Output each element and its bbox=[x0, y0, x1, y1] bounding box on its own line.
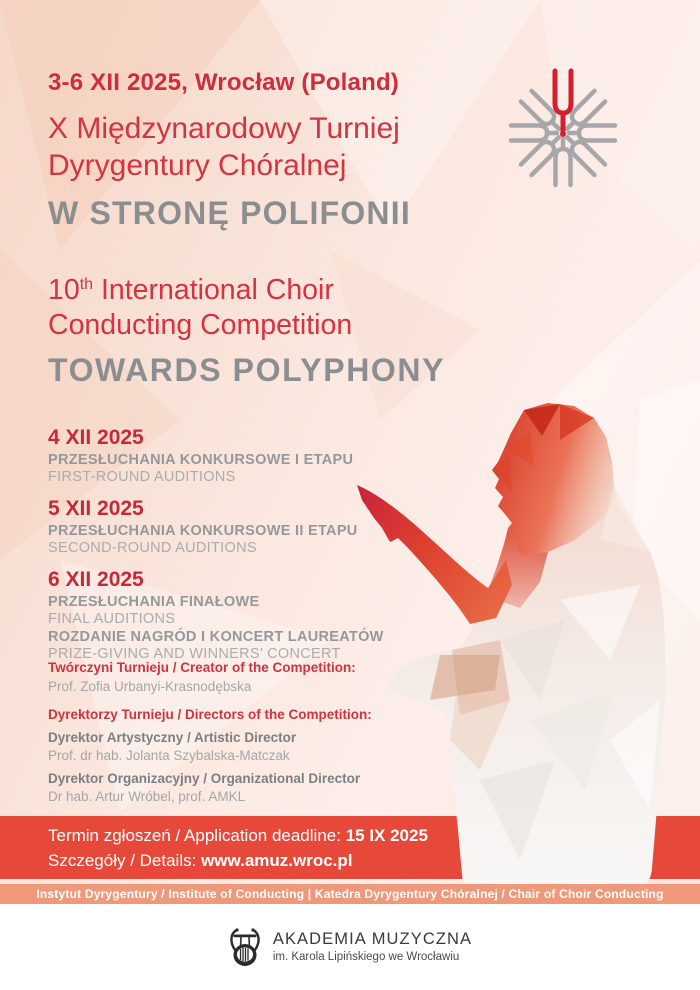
organizational-director-role: Dyrektor Organizacyjny / Organizational Director bbox=[48, 771, 361, 786]
creator-name: Prof. Zofia Urbanyi-Krasnodębska bbox=[48, 679, 252, 694]
subtitle-polish: W STRONĘ POLIFONII bbox=[48, 195, 411, 231]
title-polish: X Międzynarodowy Turniej Dyrygentury Chóralnej bbox=[48, 112, 400, 182]
deadline-date: 15 IX 2025 bbox=[345, 825, 428, 845]
schedule-date: 4 XII 2025 bbox=[48, 426, 144, 449]
schedule-title-pl: PRZESŁUCHANIA KONKURSOWE I ETAPU bbox=[48, 452, 354, 468]
credits-block bbox=[48, 660, 372, 804]
details-line: Szczegóły / Details: www.amuz.wroc.pl bbox=[48, 850, 353, 870]
footer bbox=[0, 904, 700, 990]
conductor-arm bbox=[357, 485, 512, 624]
lyre-icon bbox=[228, 926, 262, 968]
schedule-title-en: PRIZE-GIVING AND WINNERS’ CONCERT bbox=[48, 645, 341, 662]
subtitle-english: TOWARDS POLYPHONY bbox=[48, 352, 446, 388]
schedule-title-en: FINAL AUDITIONS bbox=[48, 610, 176, 627]
schedule-title-pl: PRZESŁUCHANIA KONKURSOWE II ETAPU bbox=[48, 523, 358, 539]
organizational-director-name: Dr hab. Artur Wróbel, prof. AMKL bbox=[48, 789, 246, 804]
institutes-strip: Instytut Dyrygentury / Institute of Conducting | Katedra Dyrygentury Chóralnej / Chair of Choir Conducting bbox=[0, 884, 700, 904]
schedule-title-pl: PRZESŁUCHANIA FINAŁOWE bbox=[48, 594, 260, 610]
academy-subname: im. Karola Lipińskiego we Wrocławiu bbox=[272, 951, 460, 963]
schedule-date: 5 XII 2025 bbox=[48, 497, 144, 520]
academy-name: AKADEMIA MUZYCZNA bbox=[272, 930, 473, 948]
poster-header bbox=[48, 70, 445, 387]
artistic-director-role: Dyrektor Artystyczny / Artistic Director bbox=[48, 730, 297, 745]
conductor-illustration bbox=[330, 395, 670, 890]
schedule-title-en: SECOND-ROUND AUDITIONS bbox=[48, 539, 257, 556]
date-location: 3-6 XII 2025, Wrocław (Poland) bbox=[48, 69, 399, 96]
academy-logo bbox=[228, 926, 472, 968]
website-url[interactable]: www.amuz.wroc.pl bbox=[201, 850, 353, 870]
tuning-fork-logo bbox=[488, 58, 638, 208]
deadline-line: Termin zgłoszeń / Application deadline: 15 IX 2025 bbox=[48, 825, 428, 845]
schedule-date: 6 XII 2025 bbox=[48, 568, 144, 591]
title-english: 10th International Choir Conducting Competition bbox=[48, 274, 353, 341]
schedule-title-pl: ROZDANIE NAGRÓD I KONCERT LAUREATÓW bbox=[48, 629, 384, 645]
artistic-director-name: Prof. dr hab. Jolanta Szybalska-Matczak bbox=[48, 748, 290, 763]
schedule-title-en: FIRST-ROUND AUDITIONS bbox=[48, 468, 236, 485]
directors-label: Dyrektorzy Turnieju / Directors of the Competition: bbox=[48, 707, 372, 722]
creator-label: Twórczyni Turnieju / Creator of the Competition: bbox=[48, 660, 356, 675]
ordinal-superscript: th bbox=[79, 276, 94, 293]
red-tuning-fork-icon bbox=[555, 71, 571, 133]
